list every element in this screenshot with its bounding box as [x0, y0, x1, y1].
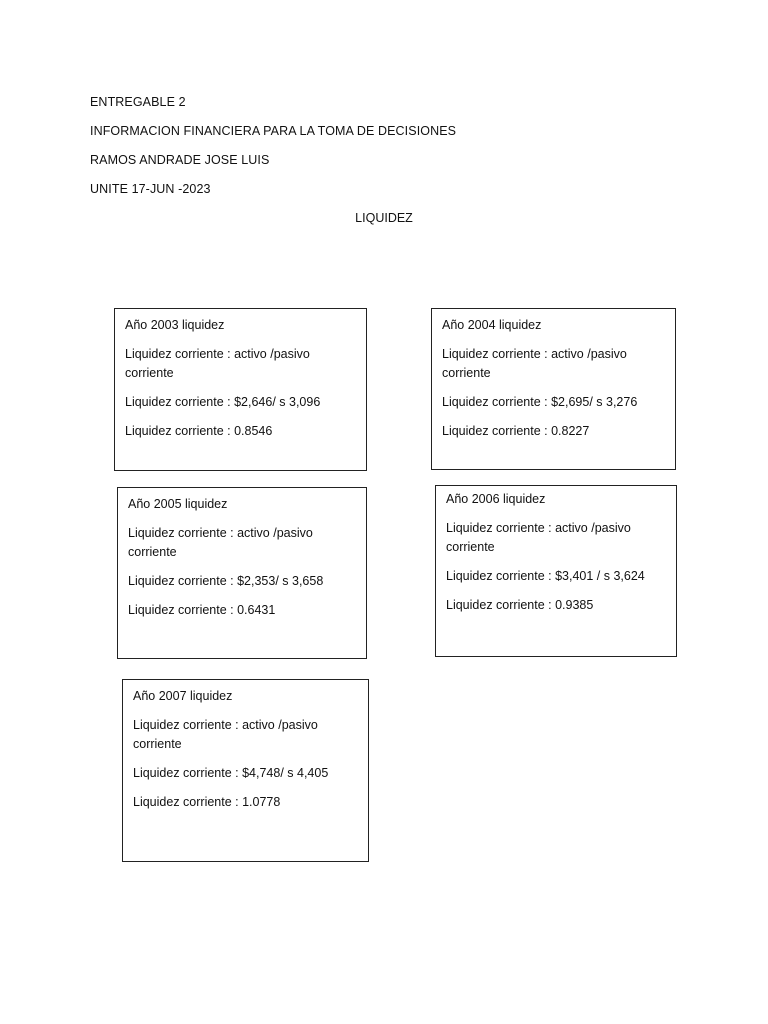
section-title: LIQUIDEZ: [355, 211, 413, 225]
formula-line: Liquidez corriente : activo /pasivo: [128, 526, 313, 540]
author-name: RAMOS ANDRADE JOSE LUIS: [90, 153, 270, 167]
box-title: Año 2004 liquidez: [442, 318, 542, 332]
box-result: Liquidez corriente : 0.6431: [128, 603, 276, 617]
formula-line-cont: corriente: [125, 366, 174, 380]
course-title: INFORMACION FINANCIERA PARA LA TOMA DE DECISIONES: [90, 124, 457, 138]
box-formula: [446, 519, 666, 557]
formula-line: Liquidez corriente : activo /pasivo: [133, 718, 318, 732]
liquidity-box-2005: [117, 487, 367, 659]
formula-line: Liquidez corriente : activo /pasivo: [125, 347, 310, 361]
box-calculation: Liquidez corriente : $2,695/ s 3,276: [442, 395, 638, 409]
box-result: Liquidez corriente : 0.8546: [125, 424, 273, 438]
box-result: Liquidez corriente : 0.9385: [446, 598, 594, 612]
deliverable-label: ENTREGABLE 2: [90, 95, 186, 109]
formula-line-cont: corriente: [446, 540, 495, 554]
institution-date: UNITE 17-JUN -2023: [90, 182, 211, 196]
box-result: Liquidez corriente : 1.0778: [133, 795, 281, 809]
liquidity-box-2006: [435, 485, 677, 657]
box-title: Año 2005 liquidez: [128, 497, 228, 511]
box-title: Año 2007 liquidez: [133, 689, 233, 703]
box-title: Año 2006 liquidez: [446, 492, 546, 506]
box-calculation: Liquidez corriente : $2,353/ s 3,658: [128, 574, 324, 588]
formula-line: Liquidez corriente : activo /pasivo: [446, 521, 631, 535]
liquidity-box-2004: [431, 308, 676, 470]
formula-line: Liquidez corriente : activo /pasivo: [442, 347, 627, 361]
box-formula: [133, 716, 358, 754]
box-formula: [442, 345, 665, 383]
box-title: Año 2003 liquidez: [125, 318, 225, 332]
box-formula: [128, 524, 356, 562]
box-calculation: Liquidez corriente : $4,748/ s 4,405: [133, 766, 329, 780]
box-calculation: Liquidez corriente : $2,646/ s 3,096: [125, 395, 321, 409]
formula-line-cont: corriente: [442, 366, 491, 380]
box-calculation: Liquidez corriente : $3,401 / s 3,624: [446, 569, 645, 583]
formula-line-cont: corriente: [133, 737, 182, 751]
box-formula: [125, 345, 356, 383]
liquidity-box-2007: [122, 679, 369, 862]
liquidity-box-2003: [114, 308, 367, 471]
box-result: Liquidez corriente : 0.8227: [442, 424, 590, 438]
formula-line-cont: corriente: [128, 545, 177, 559]
